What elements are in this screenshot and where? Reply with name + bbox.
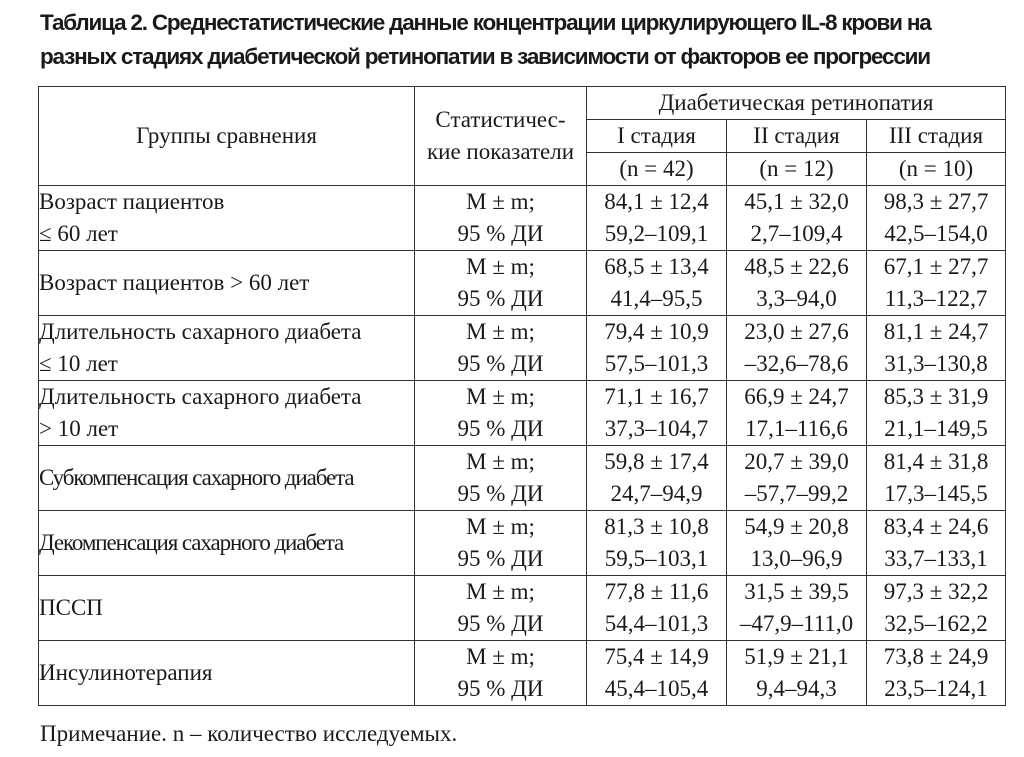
header-stage-2: II стадия (727, 120, 867, 153)
cell-stage-1: 59,8 ± 17,4 24,7–94,9 (587, 446, 727, 511)
row-stats: M ± m; 95 % ДИ (415, 251, 587, 316)
cell-stage-2: 48,5 ± 22,6 3,3–94,0 (727, 251, 867, 316)
table-caption (40, 6, 1020, 74)
row-stats: M ± m; 95 % ДИ (415, 186, 587, 251)
header-stage-2-n: (n = 12) (727, 153, 867, 186)
table-row (39, 381, 1006, 446)
row-label-duration-gt-10: Длительность сахарного диабета > 10 лет (39, 381, 415, 446)
header-dr-cell: Диабетическая ретинопатия (587, 87, 1006, 120)
header-group-cell (39, 87, 415, 186)
row-stats: M ± m; 95 % ДИ (415, 446, 587, 511)
header-stage-3: III стадия (867, 120, 1006, 153)
cell-stage-1: 84,1 ± 12,4 59,2–109,1 (587, 186, 727, 251)
cell-stage-3: 98,3 ± 27,7 42,5–154,0 (867, 186, 1006, 251)
row-label-duration-le-10: Длительность сахарного диабета ≤ 10 лет (39, 316, 415, 381)
header-stats-line-1: Статистичес- (435, 107, 566, 132)
cell-stage-3: 81,1 ± 24,7 31,3–130,8 (867, 316, 1006, 381)
table-row (39, 186, 1006, 251)
header-group-label: Группы сравнения (136, 123, 317, 148)
cell-stage-1: 71,1 ± 16,7 37,3–104,7 (587, 381, 727, 446)
row-stats: M ± m; 95 % ДИ (415, 576, 587, 641)
table-row (39, 511, 1006, 576)
cell-stage-1: 75,4 ± 14,9 45,4–105,4 (587, 641, 727, 706)
row-stats: M ± m; 95 % ДИ (415, 511, 587, 576)
cell-stage-3: 81,4 ± 31,8 17,3–145,5 (867, 446, 1006, 511)
table-row (39, 576, 1006, 641)
cell-stage-2: 45,1 ± 32,0 2,7–109,4 (727, 186, 867, 251)
row-label-subcompensation: Субкомпенсация сахарного диабета (39, 446, 415, 511)
row-label-decompensation: Декомпенсация сахарного диабета (39, 511, 415, 576)
header-stats-cell (415, 87, 587, 186)
cell-stage-2: 51,9 ± 21,1 9,4–94,3 (727, 641, 867, 706)
cell-stage-3: 67,1 ± 27,7 11,3–122,7 (867, 251, 1006, 316)
row-label-pssp: ПССП (39, 576, 415, 641)
cell-stage-3: 73,8 ± 24,9 23,5–124,1 (867, 641, 1006, 706)
header-stats-line-2: кие показатели (426, 139, 575, 164)
cell-stage-3: 83,4 ± 24,6 33,7–133,1 (867, 511, 1006, 576)
table-row (39, 251, 1006, 316)
header-stage-1: I стадия (587, 120, 727, 153)
table-row (39, 641, 1006, 706)
cell-stage-1: 68,5 ± 13,4 41,4–95,5 (587, 251, 727, 316)
row-stats: M ± m; 95 % ДИ (415, 316, 587, 381)
table-row (39, 316, 1006, 381)
header-row-1 (39, 87, 1006, 120)
header-stage-3-n: (n = 10) (867, 153, 1006, 186)
table-note: Примечание. n – количество исследуемых. (40, 721, 458, 746)
data-table (38, 86, 1006, 706)
row-stats: M ± m; 95 % ДИ (415, 381, 587, 446)
table-row (39, 446, 1006, 511)
cell-stage-1: 79,4 ± 10,9 57,5–101,3 (587, 316, 727, 381)
row-label-insulin: Инсулинотерапия (39, 641, 415, 706)
cell-stage-2: 31,5 ± 39,5 –47,9–111,0 (727, 576, 867, 641)
cell-stage-3: 97,3 ± 32,2 32,5–162,2 (867, 576, 1006, 641)
cell-stage-3: 85,3 ± 31,9 21,1–149,5 (867, 381, 1006, 446)
cell-stage-1: 81,3 ± 10,8 59,5–103,1 (587, 511, 727, 576)
caption-line-1: Таблица 2. Среднестатистические данные концентрации циркулирующего IL-8 крови на (40, 10, 931, 35)
cell-stage-2: 54,9 ± 20,8 13,0–96,9 (727, 511, 867, 576)
row-label-age-gt-60: Возраст пациентов > 60 лет (39, 251, 415, 316)
cell-stage-1: 77,8 ± 11,6 54,4–101,3 (587, 576, 727, 641)
cell-stage-2: 66,9 ± 24,7 17,1–116,6 (727, 381, 867, 446)
cell-stage-2: 23,0 ± 27,6 –32,6–78,6 (727, 316, 867, 381)
header-stage-1-n: (n = 42) (587, 153, 727, 186)
row-label-age-le-60: Возраст пациентов ≤ 60 лет (39, 186, 415, 251)
caption-line-2: разных стадиях диабетической ретинопатии в зависимости от факторов ее прогрессии (40, 44, 930, 69)
cell-stage-2: 20,7 ± 39,0 –57,7–99,2 (727, 446, 867, 511)
row-stats: M ± m; 95 % ДИ (415, 641, 587, 706)
